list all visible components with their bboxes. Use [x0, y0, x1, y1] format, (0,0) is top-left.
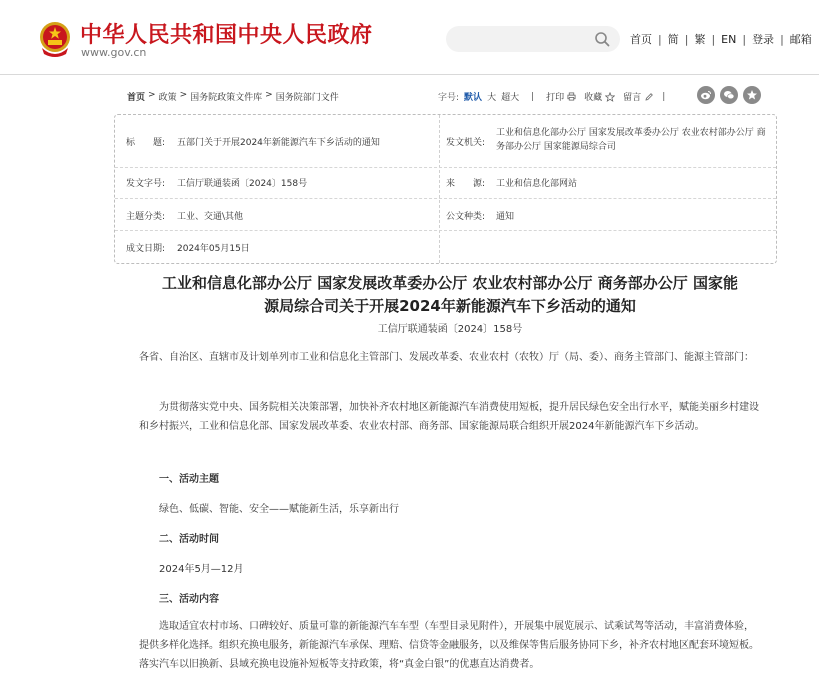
- docno-label: 发文字号:: [126, 179, 166, 189]
- source-value: 工业和信息化部网站: [496, 179, 578, 189]
- site-header: [0, 0, 819, 75]
- topic-value: 工业、交通\其他: [177, 212, 244, 222]
- comment-label: 留言: [623, 93, 642, 103]
- font-size-label: 字号:: [438, 93, 460, 103]
- date-value: 2024年05月15日: [177, 244, 250, 254]
- national-emblem-icon[interactable]: [38, 20, 72, 58]
- section-1-title: 一、活动主题: [159, 474, 219, 485]
- info-divider: [439, 115, 440, 263]
- breadcrumb-department-docs[interactable]: 国务院部门文件: [275, 93, 339, 103]
- nav-simplified[interactable]: 简: [667, 33, 679, 46]
- article-title-line-2: 源局综合司关于开展2024年新能源汽车下乡活动的通知: [264, 297, 636, 315]
- breadcrumb-bar: [127, 88, 767, 104]
- title-label: 标 题:: [126, 138, 166, 148]
- qzone-share-button[interactable]: [743, 86, 761, 104]
- font-size-large[interactable]: 大: [487, 93, 497, 103]
- weibo-share-button[interactable]: [697, 86, 715, 104]
- breadcrumb-policy-library[interactable]: 国务院政策文件库: [190, 93, 263, 103]
- weibo-icon: [700, 89, 712, 101]
- page-tools: 字号: 默认 大 超大 | 打印 收藏 留言 |: [438, 91, 666, 103]
- pencil-icon: [644, 92, 654, 102]
- type-value: 通知: [496, 212, 515, 222]
- search-icon[interactable]: [594, 31, 610, 47]
- issuer-label: 发文机关:: [446, 138, 486, 148]
- docno-value: 工信厅联通装函〔2024〕158号: [177, 179, 308, 189]
- salutation: 各省、自治区、直辖市及计划单列市工业和信息化主管部门、发展改革委、农业农村（农牧）厅（局、委）、商务主管部门、能源主管部门：: [139, 352, 754, 363]
- article-title-line-1: 工业和信息化部办公厅 国家发展改革委办公厅 农业农村部办公厅 商务部办公厅 国家能: [162, 274, 738, 292]
- share-buttons: [697, 86, 766, 104]
- wechat-share-button[interactable]: [720, 86, 738, 104]
- top-nav: 首页 | 简 | 繁 | EN | 登录 | 邮箱: [624, 31, 818, 47]
- nav-traditional[interactable]: 繁: [694, 33, 706, 46]
- document-info-box: [114, 114, 777, 264]
- title-value: 五部门关于开展2024年新能源汽车下乡活动的通知: [177, 138, 380, 148]
- topic-label: 主题分类:: [126, 212, 166, 222]
- article-doc-number: 工信厅联通装函〔2024〕158号: [377, 324, 523, 335]
- article-title: [130, 272, 770, 318]
- favorite-label: 收藏: [584, 93, 603, 103]
- section-3-text: 选取适宜农村市场、口碑较好、质量可靠的新能源汽车车型（车型目录见附件），开展集中展览展示、试乘试驾等活动，丰富消费体验，提供多样化选择。组织充换电服务，新能源汽车承保、理赔、信贷等金融服务，以及维保等售后服务协同下乡，补齐农村地区配套环境短板。落实汽车以旧换新、县域充换电设施补短板等支持政策，将“真金白银”的优惠直达消费者。: [139, 621, 759, 670]
- font-size-xlarge[interactable]: 超大: [501, 93, 520, 103]
- breadcrumb: 首页 > 政策 > 国务院政策文件库 > 国务院部门文件: [127, 90, 339, 103]
- print-icon: [567, 92, 576, 101]
- nav-login[interactable]: 登录: [752, 33, 775, 46]
- info-row-divider: [115, 167, 776, 168]
- info-row-divider: [115, 230, 776, 231]
- star-share-icon: [746, 89, 758, 101]
- breadcrumb-home[interactable]: 首页: [127, 93, 146, 103]
- font-size-default[interactable]: 默认: [464, 93, 483, 103]
- star-icon: [605, 92, 615, 102]
- source-label: 来 源:: [446, 179, 486, 189]
- comment-button[interactable]: [623, 90, 654, 103]
- favorite-button[interactable]: [584, 90, 615, 103]
- date-label: 成文日期:: [126, 244, 166, 254]
- nav-home[interactable]: 首页: [630, 33, 652, 46]
- wechat-icon: [723, 89, 735, 101]
- info-row-divider: [115, 198, 776, 199]
- section-2-text: 2024年5月—12月: [159, 564, 244, 575]
- section-2-title: 二、活动时间: [159, 534, 219, 545]
- search-input[interactable]: [446, 26, 620, 52]
- site-url: www.gov.cn: [81, 46, 147, 59]
- section-3-title: 三、活动内容: [159, 594, 219, 605]
- breadcrumb-policy[interactable]: 政策: [158, 93, 177, 103]
- print-label: 打印: [546, 93, 565, 103]
- issuer-value: 工业和信息化部办公厅 国家发展改革委办公厅 农业农村部办公厅 商务部办公厅 国家能源局综合司: [496, 128, 766, 152]
- nav-english[interactable]: EN: [721, 32, 737, 46]
- type-label: 公文种类:: [446, 212, 486, 222]
- section-1-text: 绿色、低碳、智能、安全——赋能新生活，乐享新出行: [159, 504, 399, 515]
- intro-paragraph: 为贯彻落实党中央、国务院相关决策部署，加快补齐农村地区新能源汽车消费使用短板，提升居民绿色安全出行水平，赋能美丽乡村建设和乡村振兴，工业和信息化部、国家发展改革委、农业农村部、商务部、国家能源局联合组织开展2024年新能源汽车下乡活动。: [139, 402, 759, 432]
- site-title[interactable]: 中华人民共和国中央人民政府: [80, 23, 373, 48]
- nav-mailbox[interactable]: 邮箱: [789, 33, 812, 46]
- print-button[interactable]: [546, 90, 576, 103]
